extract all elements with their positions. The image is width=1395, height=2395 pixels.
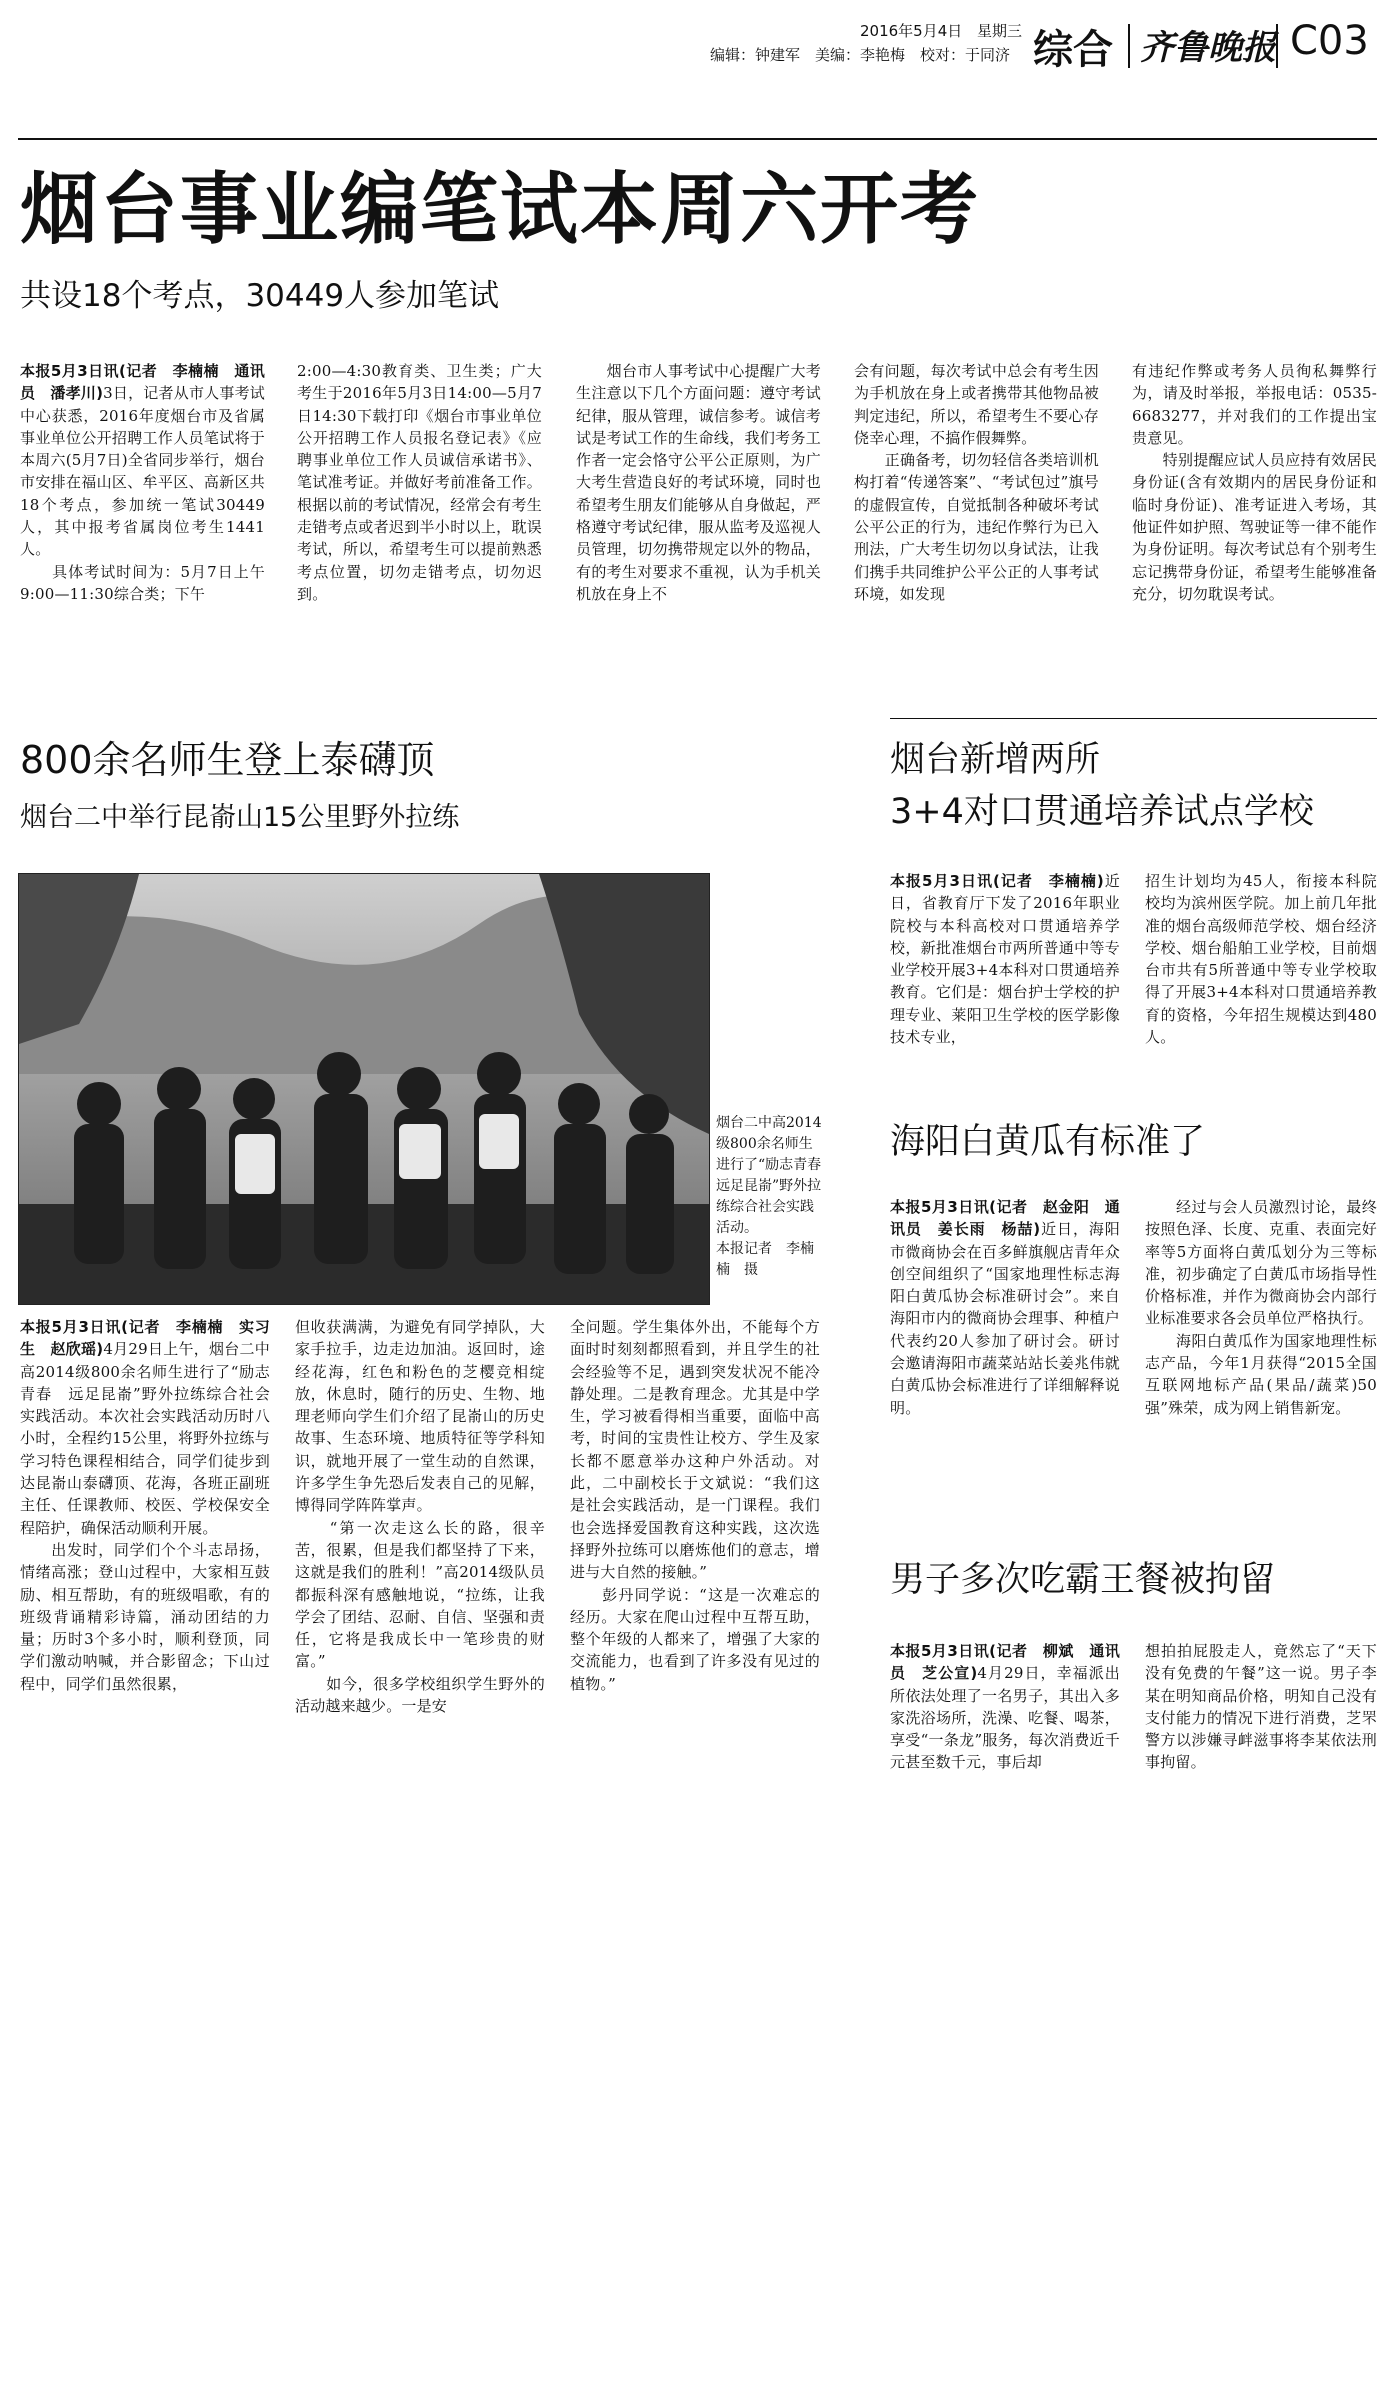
masthead-page: C03 bbox=[1290, 18, 1369, 64]
story3-col1-text: 近日，省教育厅下发了2016年职业院校与本科高校对口贯通培养学校，新批准烟台市两所普通中等专业学校开展3+4本科对口贯通培养教育。它们是：烟台护士学校的护理专业、莱阳卫生学校的医学影像技术专业， bbox=[890, 872, 1120, 1047]
story5-title: 男子多次吃霸王餐被拘留 bbox=[890, 1560, 1276, 1600]
lead-title: 烟台事业编笔试本周六开考 bbox=[20, 165, 981, 255]
lead-col1-text: 3日，记者从市人事考试中心获悉，2016年度烟台市及省属事业单位公开招聘工作人员笔试将于本周六(5月7日)全省同步举行，烟台市安排在福山区、牟平区、高新区共18个考点，参加统一笔试30449人，其中报考省属岗位考生1441人。 具体考试时间为：5月7日上午9:00—11:30综合类；下午 bbox=[20, 384, 265, 603]
masthead-divider bbox=[1128, 24, 1130, 68]
story2-photo-caption: 烟台二中高2014级800余名师生进行了“励志青春 远足昆嵛”野外拉练综合社会实践活动。 本报记者 李楠楠 摄 bbox=[716, 1115, 822, 1278]
story4-column-1 bbox=[890, 1196, 1120, 1419]
masthead-section: 综合 bbox=[1033, 27, 1113, 73]
story5-col1-text: 4月29日，幸福派出所依法处理了一名男子，其出入多家洗浴场所，洗澡、吃餐、喝茶，享受“一条龙”服务，每次消费近千元甚至数千元，事后却 bbox=[890, 1664, 1120, 1772]
masthead-paper-logo: 齐鲁晚报 bbox=[1140, 28, 1276, 68]
story2-title: 800余名师生登上泰礴顶 bbox=[20, 738, 435, 782]
story2-column-1 bbox=[20, 1316, 270, 1695]
story2-subtitle: 烟台二中举行昆嵛山15公里野外拉练 bbox=[20, 802, 460, 833]
masthead-divider-2 bbox=[1276, 24, 1278, 68]
lead-column-5: 有违纪作弊或考务人员徇私舞弊行为，请及时举报，举报电话：0535-6683277，并对我们的工作提出宝贵意见。 特别提醒应试人员应持有效居民身份证(含有效期内的居民身份证和临时身份证)、准考证进入考场，其他证件如护照、驾驶证等一律不能作为身份证明。每次考试总有个别考生忘记携带身份证，希望考生能够准备充分，切勿耽误考试。 bbox=[1132, 362, 1377, 603]
story5-byline: 本报5月3日讯(记者 柳斌 通讯员 芝公宣) bbox=[890, 1642, 1120, 1683]
story4-col1-text: 近日，海阳市微商协会在百多鲜旗舰店青年众创空间组织了“国家地理性标志海阳白黄瓜协会标准研讨会”。来自海阳市内的微商协会理事、种植户代表约20人参加了研讨会。研讨会邀请海阳市蔬菜站站长姜兆伟就白黄瓜协会标准进行了详细解释说明。 bbox=[890, 1220, 1120, 1417]
story2-column-2: 但收获满满，为避免有同学掉队，大家手拉手，边走边加油。返回时，途经花海，红色和粉色的芝樱竞相绽放，休息时，随行的历史、生物、地理老师向学生们介绍了昆嵛山的历史故事、生态环境、地质特征等学科知识，就地开展了一堂生动的自然课，许多学生争先恐后发表自己的见解，博得同学阵阵掌声。 “第一次走这么长的路，很辛苦，很累，但是我们都坚持了下来，这就是我们的胜利！”高2014级队员都振科深有感触地说，“拉练，让我学会了团结、忍耐、自信、坚强和责任，它将是我成长中一笔珍贵的财富。” 如今，很多学校组织学生野外的活动越来越少。一是安 bbox=[295, 1318, 545, 1716]
story3-title-line1: 烟台新增两所 bbox=[890, 740, 1101, 780]
lead-column-3: 烟台市人事考试中心提醒广大考生注意以下几个方面问题：遵守考试纪律，服从管理，诚信参考。诚信考试是考试工作的生命线，我们考务工作者一定会恪守公平公正原则，为广大考生营造良好的考试环境，同时也希望考生朋友们能够从自身做起，严格遵守考试纪律，服从监考及巡视人员管理，切勿携带规定以外的物品，有的考生对要求不重视，认为手机关机放在身上不 bbox=[576, 362, 821, 603]
story2-column-3: 全问题。学生集体外出，不能每个方面时时刻刻都照看到，并且学生的社会经验等不足，遇到突发状况不能冷静处理。二是教育理念。尤其是中学生，学习被看得相当重要，面临中高考，时间的宝贵性让校方、学生及家长都不愿意举办这种户外活动。对此，二中副校长于文斌说：“我们这是社会实践活动，是一门课程。我们也会选择爱国教育这种实践，这次选择野外拉练可以磨炼他们的意志，增进与大自然的接触。” 彭丹同学说：“这是一次难忘的经历。大家在爬山过程中互帮互助，整个年级的人都来了，增强了大家的交流能力，也看到了许多没有见过的植物。” bbox=[570, 1318, 820, 1693]
story4-column-2: 经过与会人员激烈讨论，最终按照色泽、长度、克重、表面完好率等5方面将白黄瓜划分为三等标准，初步确定了白黄瓜市场指导性价格标准，并作为微商协会内部行业标准要求各会员单位严格执行。 海阳白黄瓜作为国家地理性标志产品，今年1月获得“2015全国互联网地标产品(果品/蔬菜)50强”殊荣，成为网上销售新宠。 bbox=[1145, 1198, 1377, 1417]
story5-column-2: 想拍拍屁股走人，竟然忘了“天下没有免费的午餐”这一说。男子李某在明知商品价格，明知自己没有支付能力的情况下进行消费，芝罘警方以涉嫌寻衅滋事将李某依法刑事拘留。 bbox=[1145, 1642, 1377, 1772]
story2-byline: 本报5月3日讯(记者 李楠楠 实习生 赵欣瑶) bbox=[20, 1318, 270, 1359]
story4-byline: 本报5月3日讯(记者 赵金阳 通讯员 姜长雨 杨喆) bbox=[890, 1198, 1120, 1239]
story5-column-1 bbox=[890, 1640, 1120, 1774]
lead-column-1 bbox=[20, 360, 265, 605]
story3-column-1 bbox=[890, 870, 1120, 1048]
lead-column-2: 2:00—4:30教育类、卫生类；广大考生于2016年5月3日14:00—5月7日14:30下载打印《烟台市事业单位公开招聘工作人员报名登记表》《应聘事业单位工作人员诚信承诺书》、笔试准考证。并做好考前准备工作。根据以前的考试情况，经常会有考生走错考点或者迟到半小时以上，耽误考试，所以，希望考生可以提前熟悉考点位置，切勿走错考点，切勿迟到。 bbox=[297, 362, 542, 603]
story4-title: 海阳白黄瓜有标准了 bbox=[890, 1122, 1206, 1162]
lead-column-4: 会有问题，每次考试中总会有考生因为手机放在身上或者携带其他物品被判定违纪，所以，希望考生不要心存侥幸心理，不搞作假舞弊。 正确备考，切勿轻信各类培训机构打着“传递答案”、“考试包过”旗号的虚假宣传，自觉抵制各种破坏考试公平公正的行为，违纪作弊行为已入刑法，广大考生切勿以身试法，让我们携手共同维护公平公正的人事考试环境，如发现 bbox=[854, 362, 1099, 603]
lead-rule bbox=[890, 718, 1377, 719]
masthead-weekday: 星期三 bbox=[977, 22, 1023, 40]
story2-col1-text: 4月29日上午，烟台二中高2014级800余名师生进行了“励志青春 远足昆嵛”野外拉练综合社会实践活动。本次社会实践活动历时八小时，全程约15公里，将野外拉练与学习特色课程相结合，同学们徒步到达昆嵛山泰礴顶、花海，各班正副班主任、任课教师、校医、学校保安全程陪护，确保活动顺利开展。 出发时，同学们个个斗志昂扬，情绪高涨；登山过程中，大家相互鼓励、相互帮助，有的班级唱歌，有的班级背诵精彩诗篇，涌动团结的力量；历时3个多小时，顺利登顶，同学们激动呐喊，并合影留念；下山过程中，同学们虽然很累， bbox=[20, 1340, 270, 1693]
masthead-date-line bbox=[860, 20, 1022, 41]
story3-column-2: 招生计划均为45人，衔接本科院校均为滨州医学院。加上前几年批准的烟台高级师范学校、烟台经济学校、烟台船舶工业学校，目前烟台市共有5所普通中等专业学校取得了开展3+4本科对口贯通培养教育的资格，今年招生规模达到480人。 bbox=[1145, 872, 1377, 1047]
lead-byline: 本报5月3日讯(记者 李楠楠 通讯员 潘孝川) bbox=[20, 362, 265, 403]
story3-byline: 本报5月3日讯(记者 李楠楠) bbox=[890, 872, 1104, 890]
masthead-date: 2016年5月4日 bbox=[860, 22, 963, 40]
lead-subtitle: 共设18个考点，30449人参加笔试 bbox=[20, 278, 500, 314]
masthead-rule bbox=[18, 138, 1377, 140]
story2-photo bbox=[18, 873, 710, 1305]
story3-title-line2: 3+4对口贯通培养试点学校 bbox=[890, 792, 1314, 832]
hiking-photo-image bbox=[19, 874, 709, 1304]
masthead-staff: 编辑：钟建军 美编：李艳梅 校对：于同济 bbox=[710, 46, 1011, 64]
